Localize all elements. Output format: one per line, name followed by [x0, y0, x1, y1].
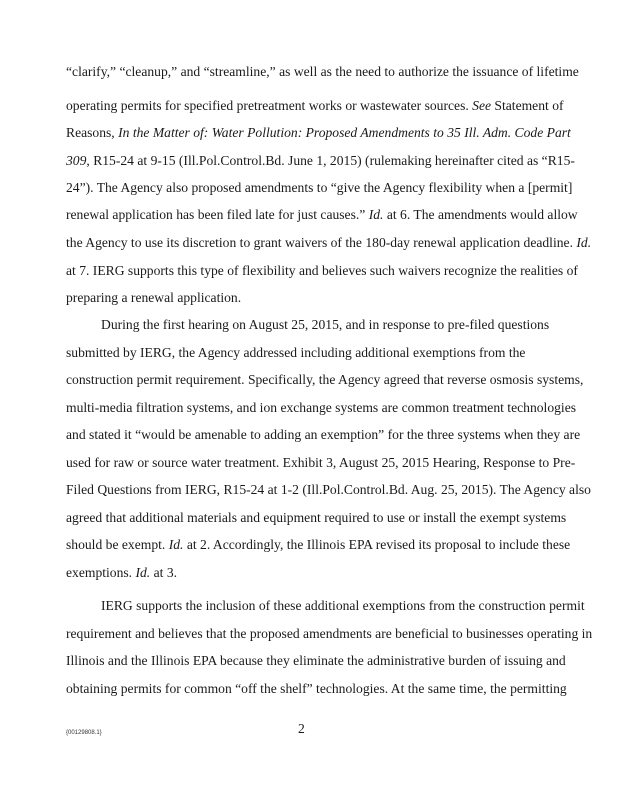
text-line: preparing a renewal application. [66, 290, 242, 305]
text-line: During the first hearing on August 25, 2015, and in response to pre-filed questions [101, 317, 550, 332]
text-line: operating permits for specified pretreatment works or wastewater sources. See Statement of [66, 98, 564, 113]
text-line: “clarify,” “cleanup,” and “streamline,” as well as the need to authorize the issuance of lifetime [66, 64, 579, 79]
text-line: IERG supports the inclusion of these additional exemptions from the construction permit [101, 598, 585, 613]
page-number: 2 [298, 721, 305, 736]
text-line: 24”). The Agency also proposed amendments to “give the Agency flexibility when a [permit] [66, 180, 573, 195]
text-line: at 7. IERG supports this type of flexibility and believes such waivers recognize the realities of [66, 263, 578, 278]
text-line: should be exempt. Id. at 2. Accordingly, the Illinois EPA revised its proposal to include these [66, 537, 571, 552]
text-line: exemptions. Id. at 3. [66, 565, 178, 580]
document-id-footer: {00129808.1} [66, 730, 102, 736]
text-line: Filed Questions from IERG, R15-24 at 1-2 (Ill.Pol.Control.Bd. Aug. 25, 2015). The Agency also [66, 482, 591, 497]
text-line: 309, R15-24 at 9-15 (Ill.Pol.Control.Bd. June 1, 2015) (rulemaking hereinafter cited as “R15- [66, 153, 575, 168]
text-line: Illinois and the Illinois EPA because they eliminate the administrative burden of issuing and [66, 653, 566, 668]
text-line: obtaining permits for common “off the shelf” technologies. At the same time, the permitting [66, 681, 567, 696]
text-line: and stated it “would be amenable to adding an exemption” for the three systems when they are [66, 427, 581, 442]
text-line: renewal application has been filed late for just causes.” Id. at 6. The amendments would allow [66, 207, 578, 222]
text-line: multi-media filtration systems, and ion exchange systems are common treatment technologies [66, 400, 577, 415]
text-line: the Agency to use its discretion to grant waivers of the 180-day renewal application deadline. Id. [66, 235, 592, 250]
text-line: requirement and believes that the proposed amendments are beneficial to businesses operating in [66, 626, 593, 641]
text-line: agreed that additional materials and equipment required to use or install the exempt systems [66, 510, 567, 525]
text-line: construction permit requirement. Specifically, the Agency agreed that reverse osmosis systems, [66, 372, 584, 387]
text-line: submitted by IERG, the Agency addressed including additional exemptions from the [66, 345, 526, 360]
text-line: used for raw or source water treatment. Exhibit 3, August 25, 2015 Hearing, Response to Pre- [66, 455, 576, 470]
text-line: Reasons, In the Matter of: Water Pollution: Proposed Amendments to 35 Ill. Adm. Code Part [66, 125, 571, 140]
